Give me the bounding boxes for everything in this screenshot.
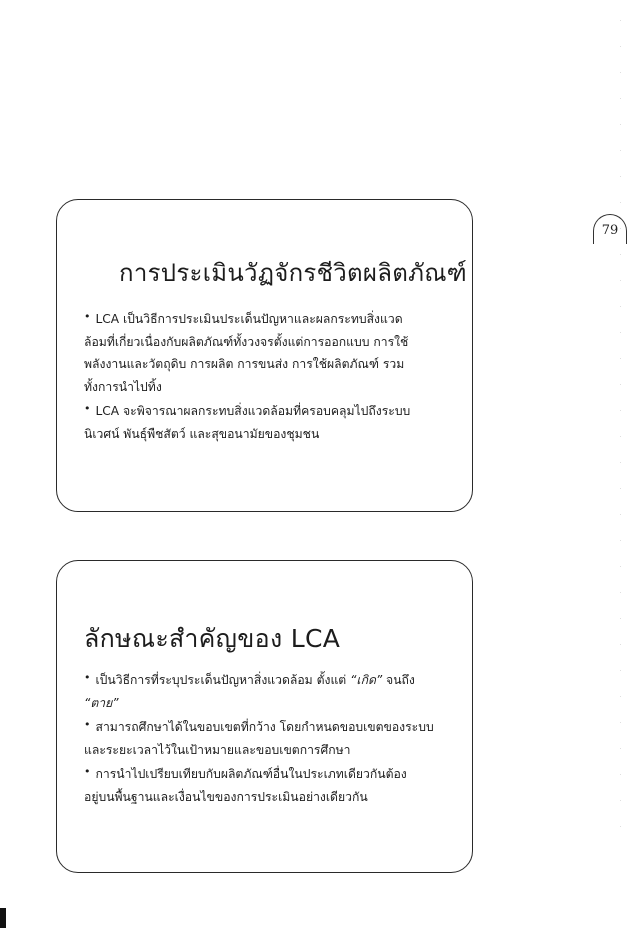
bullet-dot: • — [84, 765, 91, 778]
bullet-text: LCA จะพิจารณาผลกระทบสิ่งแวดล้อมที่ครอบคลุมไปถึงระบบ — [95, 404, 411, 418]
bullet-text: LCA เป็นวิธีการประเมินประเด็นปัญหาและผลกระทบสิ่งแวด — [95, 312, 403, 326]
bullet-dot: • — [84, 718, 91, 731]
slide-2 — [56, 560, 473, 873]
bullet-text: สามารถศึกษาได้ในขอบเขตที่กว้าง โดยกำหนดขอบเขตของระบบ — [95, 720, 434, 734]
slide-2-bullets — [84, 669, 454, 810]
slide-1-title: การประเมินวัฏจักรชีวิตผลิตภัณฑ์ — [119, 259, 468, 287]
scan-edge-artifact — [620, 20, 621, 840]
bullet-dot: • — [84, 671, 91, 684]
slide-2-bullet-1 — [84, 669, 454, 714]
slide-2-bullet-2 — [84, 716, 454, 761]
bullet-text: จนถึง — [382, 673, 415, 687]
bullet-text: นิเวศน์ พันธุ์พืชสัตว์ และสุขอนามัยของชุมชน — [84, 426, 320, 441]
slide-2-bullet-3 — [84, 763, 454, 808]
page-number: 79 — [601, 223, 619, 238]
bullet-dot: • — [84, 310, 91, 323]
bullet-text: พลังงานและวัตถุดิบ การผลิต การขนส่ง การใช้ผลิตภัณฑ์ รวม — [84, 357, 405, 371]
slide-1-bullets — [84, 308, 454, 447]
bullet-text-italic: “ตาย” — [84, 695, 119, 710]
bullet-text: การนำไปเปรียบเทียบกับผลิตภัณฑ์อื่นในประเภทเดียวกันต้อง — [95, 767, 407, 781]
slide-1 — [56, 199, 473, 512]
bullet-dot: • — [84, 402, 91, 415]
bullet-text: และระยะเวลาไว้ในเป้าหมายและขอบเขตการศึกษา — [84, 742, 351, 757]
bullet-text: เป็นวิธีการที่ระบุประเด็นปัญหาสิ่งแวดล้อม ตั้งแต่ — [95, 673, 351, 687]
slide-1-bullet-2 — [84, 400, 454, 445]
bullet-text: อยู่บนพื้นฐานและเงื่อนไขของการประเมินอย่างเดียวกัน — [84, 789, 368, 804]
bullet-text: ล้อมที่เกี่ยวเนื่องกับผลิตภัณฑ์ทั้งวงจรตั้งแต่การออกแบบ การใช้ — [84, 334, 409, 349]
slide-2-title: ลักษณะสำคัญของ LCA — [84, 624, 341, 653]
bullet-text-italic: “เกิด” — [350, 673, 383, 687]
slide-1-bullet-1 — [84, 308, 454, 398]
scan-corner-mark — [0, 908, 6, 928]
bullet-text: ทั้งการนำไปทิ้ง — [84, 379, 162, 394]
